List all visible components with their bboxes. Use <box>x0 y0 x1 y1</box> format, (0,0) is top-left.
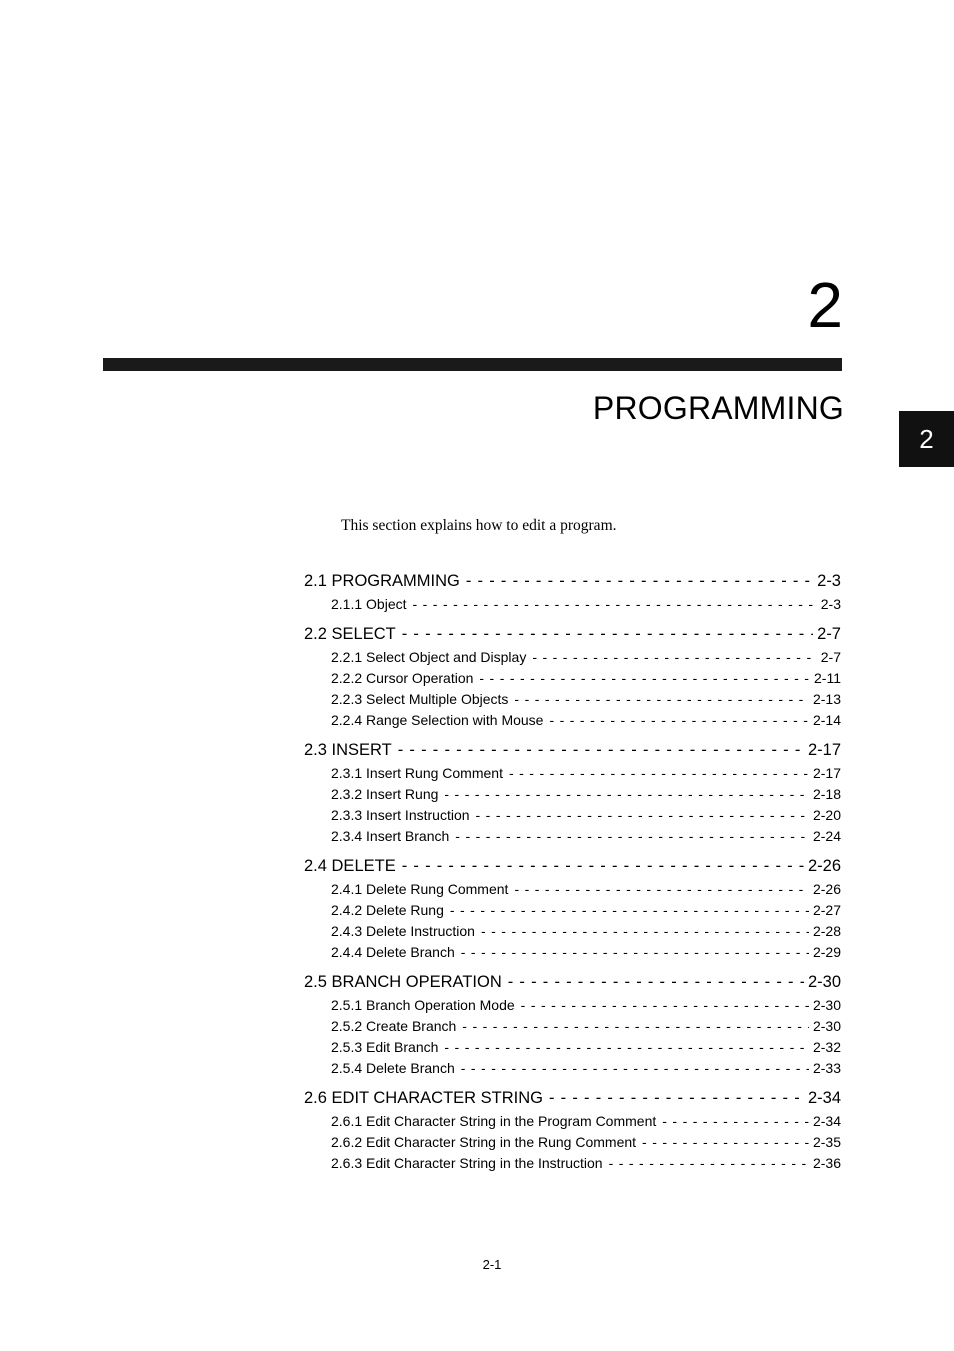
chapter-title: PROGRAMMING <box>592 390 844 426</box>
toc-leader <box>549 1085 804 1111</box>
toc-entry-page: 2-7 <box>820 649 841 665</box>
toc-entry-subsection[interactable] <box>304 879 841 900</box>
toc-entry-page: 2-7 <box>817 625 841 643</box>
toc-leader <box>514 689 809 710</box>
toc-entry-page: 2-20 <box>812 807 841 823</box>
toc-entry-section[interactable] <box>304 568 841 594</box>
toc-section <box>304 853 841 963</box>
toc-leader <box>479 668 810 689</box>
toc-entry-page: 2-18 <box>812 786 841 802</box>
toc-entry-section[interactable] <box>304 969 841 995</box>
toc-leader <box>444 1037 809 1058</box>
toc-leader <box>413 594 817 615</box>
toc-entry-page: 2-29 <box>812 944 841 960</box>
toc-entry-page: 2-17 <box>807 741 841 759</box>
toc-section <box>304 737 841 847</box>
toc-leader <box>444 784 809 805</box>
chapter-side-tab: 2 <box>899 411 954 467</box>
toc-entry-subsection[interactable] <box>304 594 841 615</box>
toc-entry-label: 2.3.4 Insert Branch <box>331 828 450 844</box>
toc-entry-label: 2.5 BRANCH OPERATION <box>304 973 502 991</box>
toc-entry-page: 2-36 <box>812 1155 841 1171</box>
toc-entry-label: 2.3.3 Insert Instruction <box>331 807 470 823</box>
toc-entry-label: 2.2.2 Cursor Operation <box>331 670 474 686</box>
toc-entry-subsection[interactable] <box>304 763 841 784</box>
toc-leader <box>450 900 809 921</box>
toc-entry-label: 2.5.1 Branch Operation Mode <box>331 997 515 1013</box>
intro-text: This section explains how to edit a program. <box>341 517 617 534</box>
toc-section <box>304 969 841 1079</box>
toc-leader <box>461 942 809 963</box>
toc-entry-subsection[interactable] <box>304 826 841 847</box>
toc-entry-page: 2-17 <box>812 765 841 781</box>
toc-entry-section[interactable] <box>304 621 841 647</box>
toc-entry-subsection[interactable] <box>304 805 841 826</box>
toc-leader <box>508 969 804 995</box>
toc-entry-page: 2-11 <box>814 670 841 686</box>
toc-entry-page: 2-35 <box>812 1134 841 1150</box>
chapter-number: 2 <box>807 269 843 341</box>
toc-entry-subsection[interactable] <box>304 647 841 668</box>
toc-leader <box>532 647 816 668</box>
toc-leader <box>514 879 809 900</box>
toc-entry-page: 2-26 <box>812 881 841 897</box>
toc-leader <box>402 621 813 647</box>
toc-entry-page: 2-26 <box>807 857 841 875</box>
toc-leader <box>462 1016 809 1037</box>
toc-entry-subsection[interactable] <box>304 689 841 710</box>
toc-leader <box>398 737 804 763</box>
toc-entry-page: 2-27 <box>812 902 841 918</box>
toc-entry-subsection[interactable] <box>304 1153 841 1174</box>
toc-entry-subsection[interactable] <box>304 710 841 731</box>
toc-entry-page: 2-28 <box>812 923 841 939</box>
toc-entry-page: 2-3 <box>817 572 841 590</box>
toc-entry-label: 2.6.2 Edit Character String in the Rung Comment <box>331 1134 637 1150</box>
toc-entry-label: 2.3.1 Insert Rung Comment <box>331 765 503 781</box>
toc-entry-label: 2.2.3 Select Multiple Objects <box>331 691 509 707</box>
toc-leader <box>455 826 809 847</box>
toc-leader <box>662 1111 809 1132</box>
toc-leader <box>609 1153 809 1174</box>
toc-entry-section[interactable] <box>304 853 841 879</box>
toc-entry-label: 2.4.3 Delete Instruction <box>331 923 475 939</box>
toc-entry-subsection[interactable] <box>304 1016 841 1037</box>
toc-leader <box>549 710 809 731</box>
toc-entry-page: 2-30 <box>812 997 841 1013</box>
toc-entry-label: 2.6.1 Edit Character String in the Program Comment <box>331 1113 657 1129</box>
toc-entry-subsection[interactable] <box>304 1132 841 1153</box>
toc-section <box>304 568 841 615</box>
toc-entry-section[interactable] <box>304 737 841 763</box>
toc-entry-page: 2-24 <box>812 828 841 844</box>
toc-entry-section[interactable] <box>304 1085 841 1111</box>
toc-entry-label: 2.2.4 Range Selection with Mouse <box>331 712 544 728</box>
toc-entry-label: 2.5.2 Create Branch <box>331 1018 457 1034</box>
toc-entry-subsection[interactable] <box>304 921 841 942</box>
toc-entry-label: 2.1 PROGRAMMING <box>304 572 460 590</box>
toc-entry-label: 2.4.4 Delete Branch <box>331 944 455 960</box>
toc-entry-subsection[interactable] <box>304 784 841 805</box>
toc-leader <box>642 1132 809 1153</box>
toc-entry-label: 2.1.1 Object <box>331 596 407 612</box>
toc-entry-label: 2.3.2 Insert Rung <box>331 786 439 802</box>
toc-entry-subsection[interactable] <box>304 995 841 1016</box>
toc-entry-page: 2-30 <box>807 973 841 991</box>
toc-leader <box>466 568 813 594</box>
toc-leader <box>461 1058 809 1079</box>
toc-entry-subsection[interactable] <box>304 942 841 963</box>
toc-section <box>304 621 841 731</box>
toc-entry-label: 2.4.1 Delete Rung Comment <box>331 881 509 897</box>
toc-entry-label: 2.5.4 Delete Branch <box>331 1060 455 1076</box>
toc-leader <box>476 805 809 826</box>
toc-entry-page: 2-34 <box>807 1089 841 1107</box>
toc-leader <box>481 921 809 942</box>
table-of-contents <box>304 568 841 1180</box>
toc-entry-page: 2-14 <box>812 712 841 728</box>
toc-entry-page: 2-3 <box>820 596 841 612</box>
toc-entry-label: 2.2.1 Select Object and Display <box>331 649 527 665</box>
toc-entry-page: 2-33 <box>812 1060 841 1076</box>
toc-entry-subsection[interactable] <box>304 1058 841 1079</box>
chapter-rule <box>103 358 842 371</box>
toc-entry-label: 2.4.2 Delete Rung <box>331 902 444 918</box>
toc-leader <box>521 995 809 1016</box>
toc-entry-label: 2.4 DELETE <box>304 857 396 875</box>
toc-entry-label: 2.3 INSERT <box>304 741 392 759</box>
toc-leader <box>402 853 804 879</box>
toc-leader <box>509 763 809 784</box>
toc-entry-page: 2-13 <box>812 691 841 707</box>
toc-entry-subsection[interactable] <box>304 900 841 921</box>
toc-entry-page: 2-34 <box>812 1113 841 1129</box>
toc-entry-label: 2.6.3 Edit Character String in the Instruction <box>331 1155 603 1171</box>
toc-section <box>304 1085 841 1174</box>
toc-entry-subsection[interactable] <box>304 1037 841 1058</box>
toc-entry-page: 2-32 <box>812 1039 841 1055</box>
toc-entry-subsection[interactable] <box>304 1111 841 1132</box>
toc-entry-subsection[interactable] <box>304 668 841 689</box>
toc-entry-page: 2-30 <box>812 1018 841 1034</box>
toc-entry-label: 2.2 SELECT <box>304 625 396 643</box>
toc-entry-label: 2.6 EDIT CHARACTER STRING <box>304 1089 543 1107</box>
toc-entry-label: 2.5.3 Edit Branch <box>331 1039 439 1055</box>
page-number: 2-1 <box>482 1257 502 1272</box>
